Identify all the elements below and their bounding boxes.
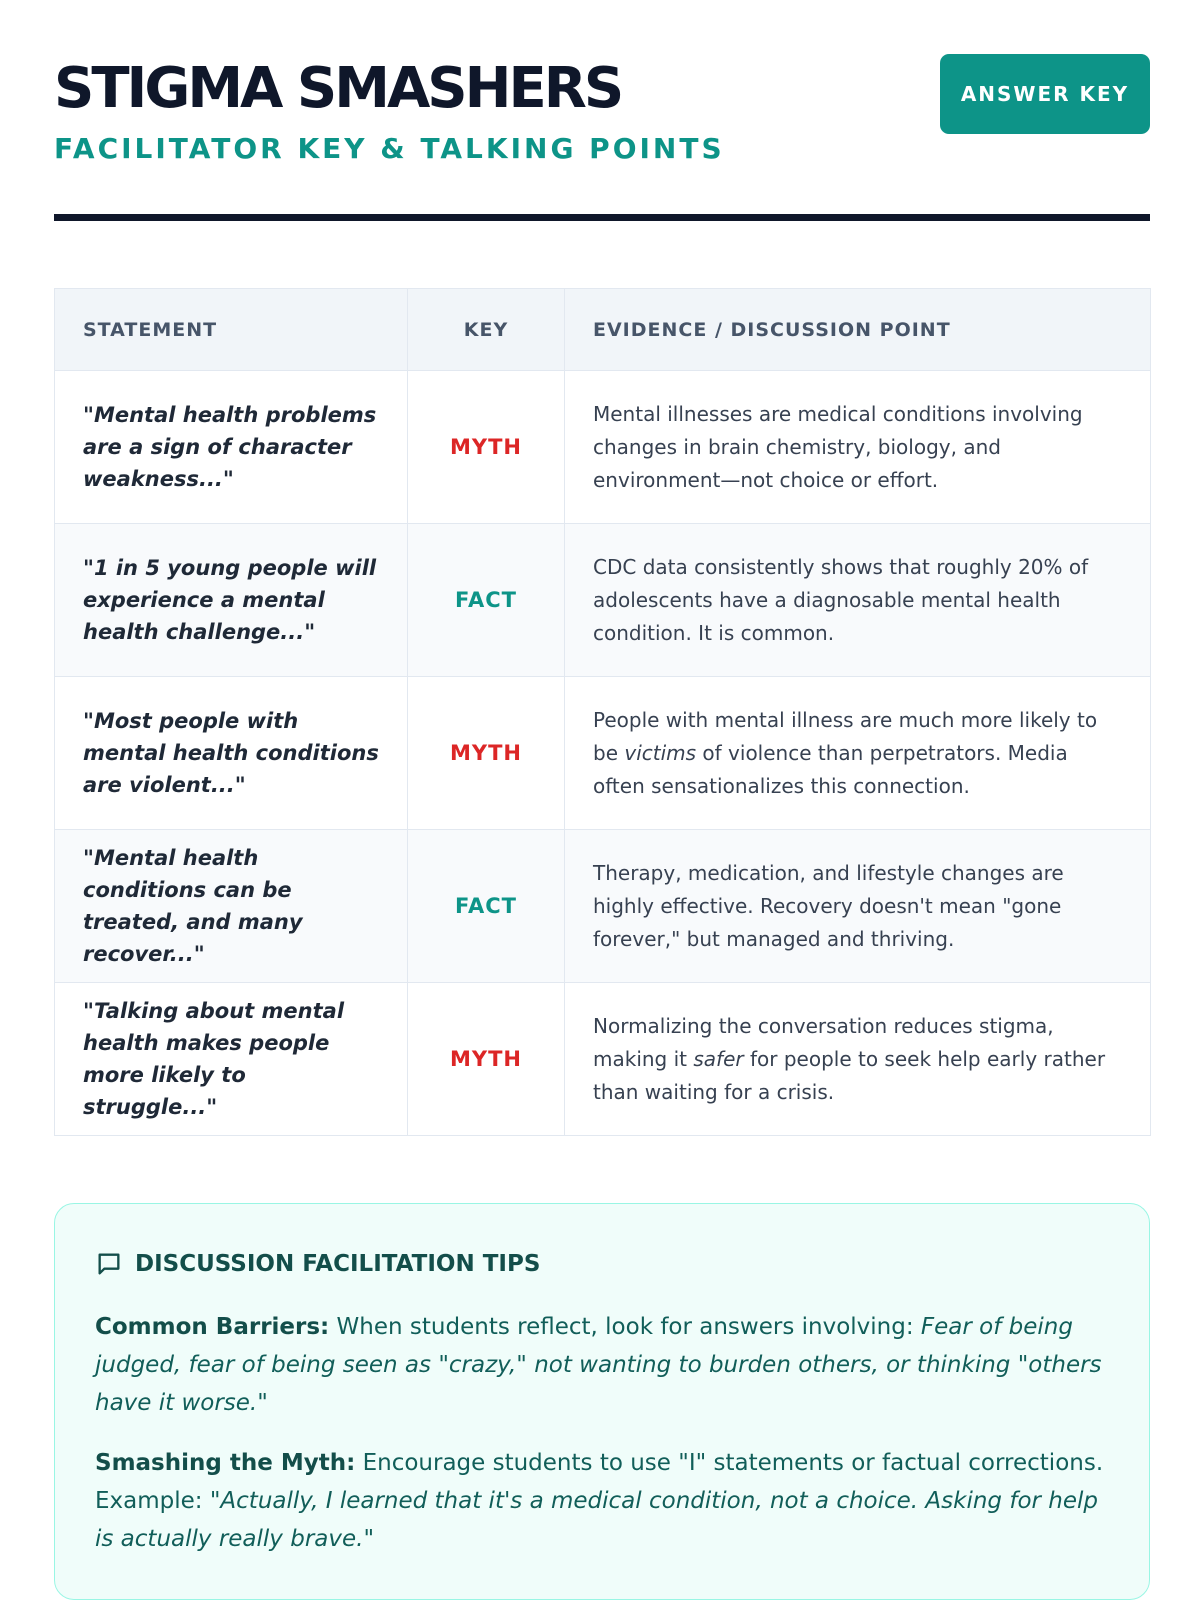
- evidence-emphasis: safer: [693, 1046, 744, 1071]
- evidence-text: Therapy, medication, and lifestyle changes are highly effective. Recovery doesn't mean "gone forever," but managed and thriving.: [593, 860, 1064, 951]
- evidence-cell: [565, 983, 1151, 1136]
- statement-cell: "Mental health problems are a sign of character weakness...": [55, 371, 408, 524]
- tip-label: Smashing the Myth:: [95, 1450, 356, 1476]
- evidence-text: CDC data consistently shows that roughly 20% of adolescents have a diagnosable mental health condition. It is common.: [593, 554, 1089, 645]
- key-cell: MYTH: [408, 677, 565, 830]
- statement-cell: "Talking about mental health makes people more likely to struggle...": [55, 983, 408, 1136]
- statement-cell: "1 in 5 young people will experience a mental health challenge...": [55, 524, 408, 677]
- header-divider: [54, 214, 1150, 221]
- table-row: [55, 677, 1151, 830]
- evidence-text-after: for people to seek help early rather than waiting for a crisis.: [593, 1046, 1106, 1104]
- tip-example: Fear of being judged, fear of being seen as "crazy," not wanting to burden others, or thinking "others have it worse.": [95, 1314, 1102, 1416]
- tip-text: Encourage students to use "I" statements or factual corrections. Example:: [95, 1450, 1104, 1514]
- evidence-cell: [565, 677, 1151, 830]
- tip-label: Common Barriers:: [95, 1314, 330, 1340]
- page-title: STIGMA SMASHERS: [54, 56, 622, 121]
- page-subtitle: FACILITATOR KEY & TALKING POINTS: [54, 132, 725, 165]
- column-header-evidence: EVIDENCE / DISCUSSION POINT: [565, 289, 1151, 371]
- facilitation-tips-box: [54, 1203, 1150, 1600]
- tip-smashing-the-myth: [95, 1444, 1109, 1558]
- table-row: [55, 371, 1151, 524]
- column-header-statement: STATEMENT: [55, 289, 408, 371]
- answer-key-table: [54, 288, 1151, 1136]
- tip-common-barriers: [95, 1308, 1109, 1422]
- evidence-text: People with mental illness are much more likely to be: [593, 707, 1098, 765]
- key-cell: FACT: [408, 830, 565, 983]
- tip-text: When students reflect, look for answers involving:: [329, 1314, 921, 1340]
- table-row: [55, 524, 1151, 677]
- table-row: [55, 830, 1151, 983]
- column-header-key: KEY: [408, 289, 565, 371]
- table-header-row: [55, 289, 1151, 371]
- tips-heading: [95, 1242, 1109, 1286]
- tip-example: "Actually, I learned that it's a medical condition, not a choice. Asking for help is actually really brave.": [95, 1488, 1098, 1552]
- evidence-text-after: of violence than perpetrators. Media often sensationalizes this connection.: [593, 740, 1068, 798]
- key-cell: FACT: [408, 524, 565, 677]
- table-row: [55, 983, 1151, 1136]
- tips-title: DISCUSSION FACILITATION TIPS: [135, 1251, 541, 1277]
- chat-bubble-icon: [95, 1250, 123, 1278]
- answer-key-button[interactable]: ANSWER KEY: [940, 54, 1150, 134]
- evidence-text: Normalizing the conversation reduces stigma, making it: [593, 1013, 1054, 1071]
- statement-cell: "Mental health conditions can be treated, and many recover...": [55, 830, 408, 983]
- page-header: [54, 54, 1150, 164]
- evidence-cell: [565, 830, 1151, 983]
- evidence-emphasis: victims: [624, 740, 697, 765]
- key-cell: MYTH: [408, 983, 565, 1136]
- evidence-cell: [565, 371, 1151, 524]
- evidence-cell: [565, 524, 1151, 677]
- key-cell: MYTH: [408, 371, 565, 524]
- evidence-text: Mental illnesses are medical conditions involving changes in brain chemistry, biology, and environment—not choice or effort.: [593, 401, 1083, 492]
- statement-cell: "Most people with mental health conditions are violent...": [55, 677, 408, 830]
